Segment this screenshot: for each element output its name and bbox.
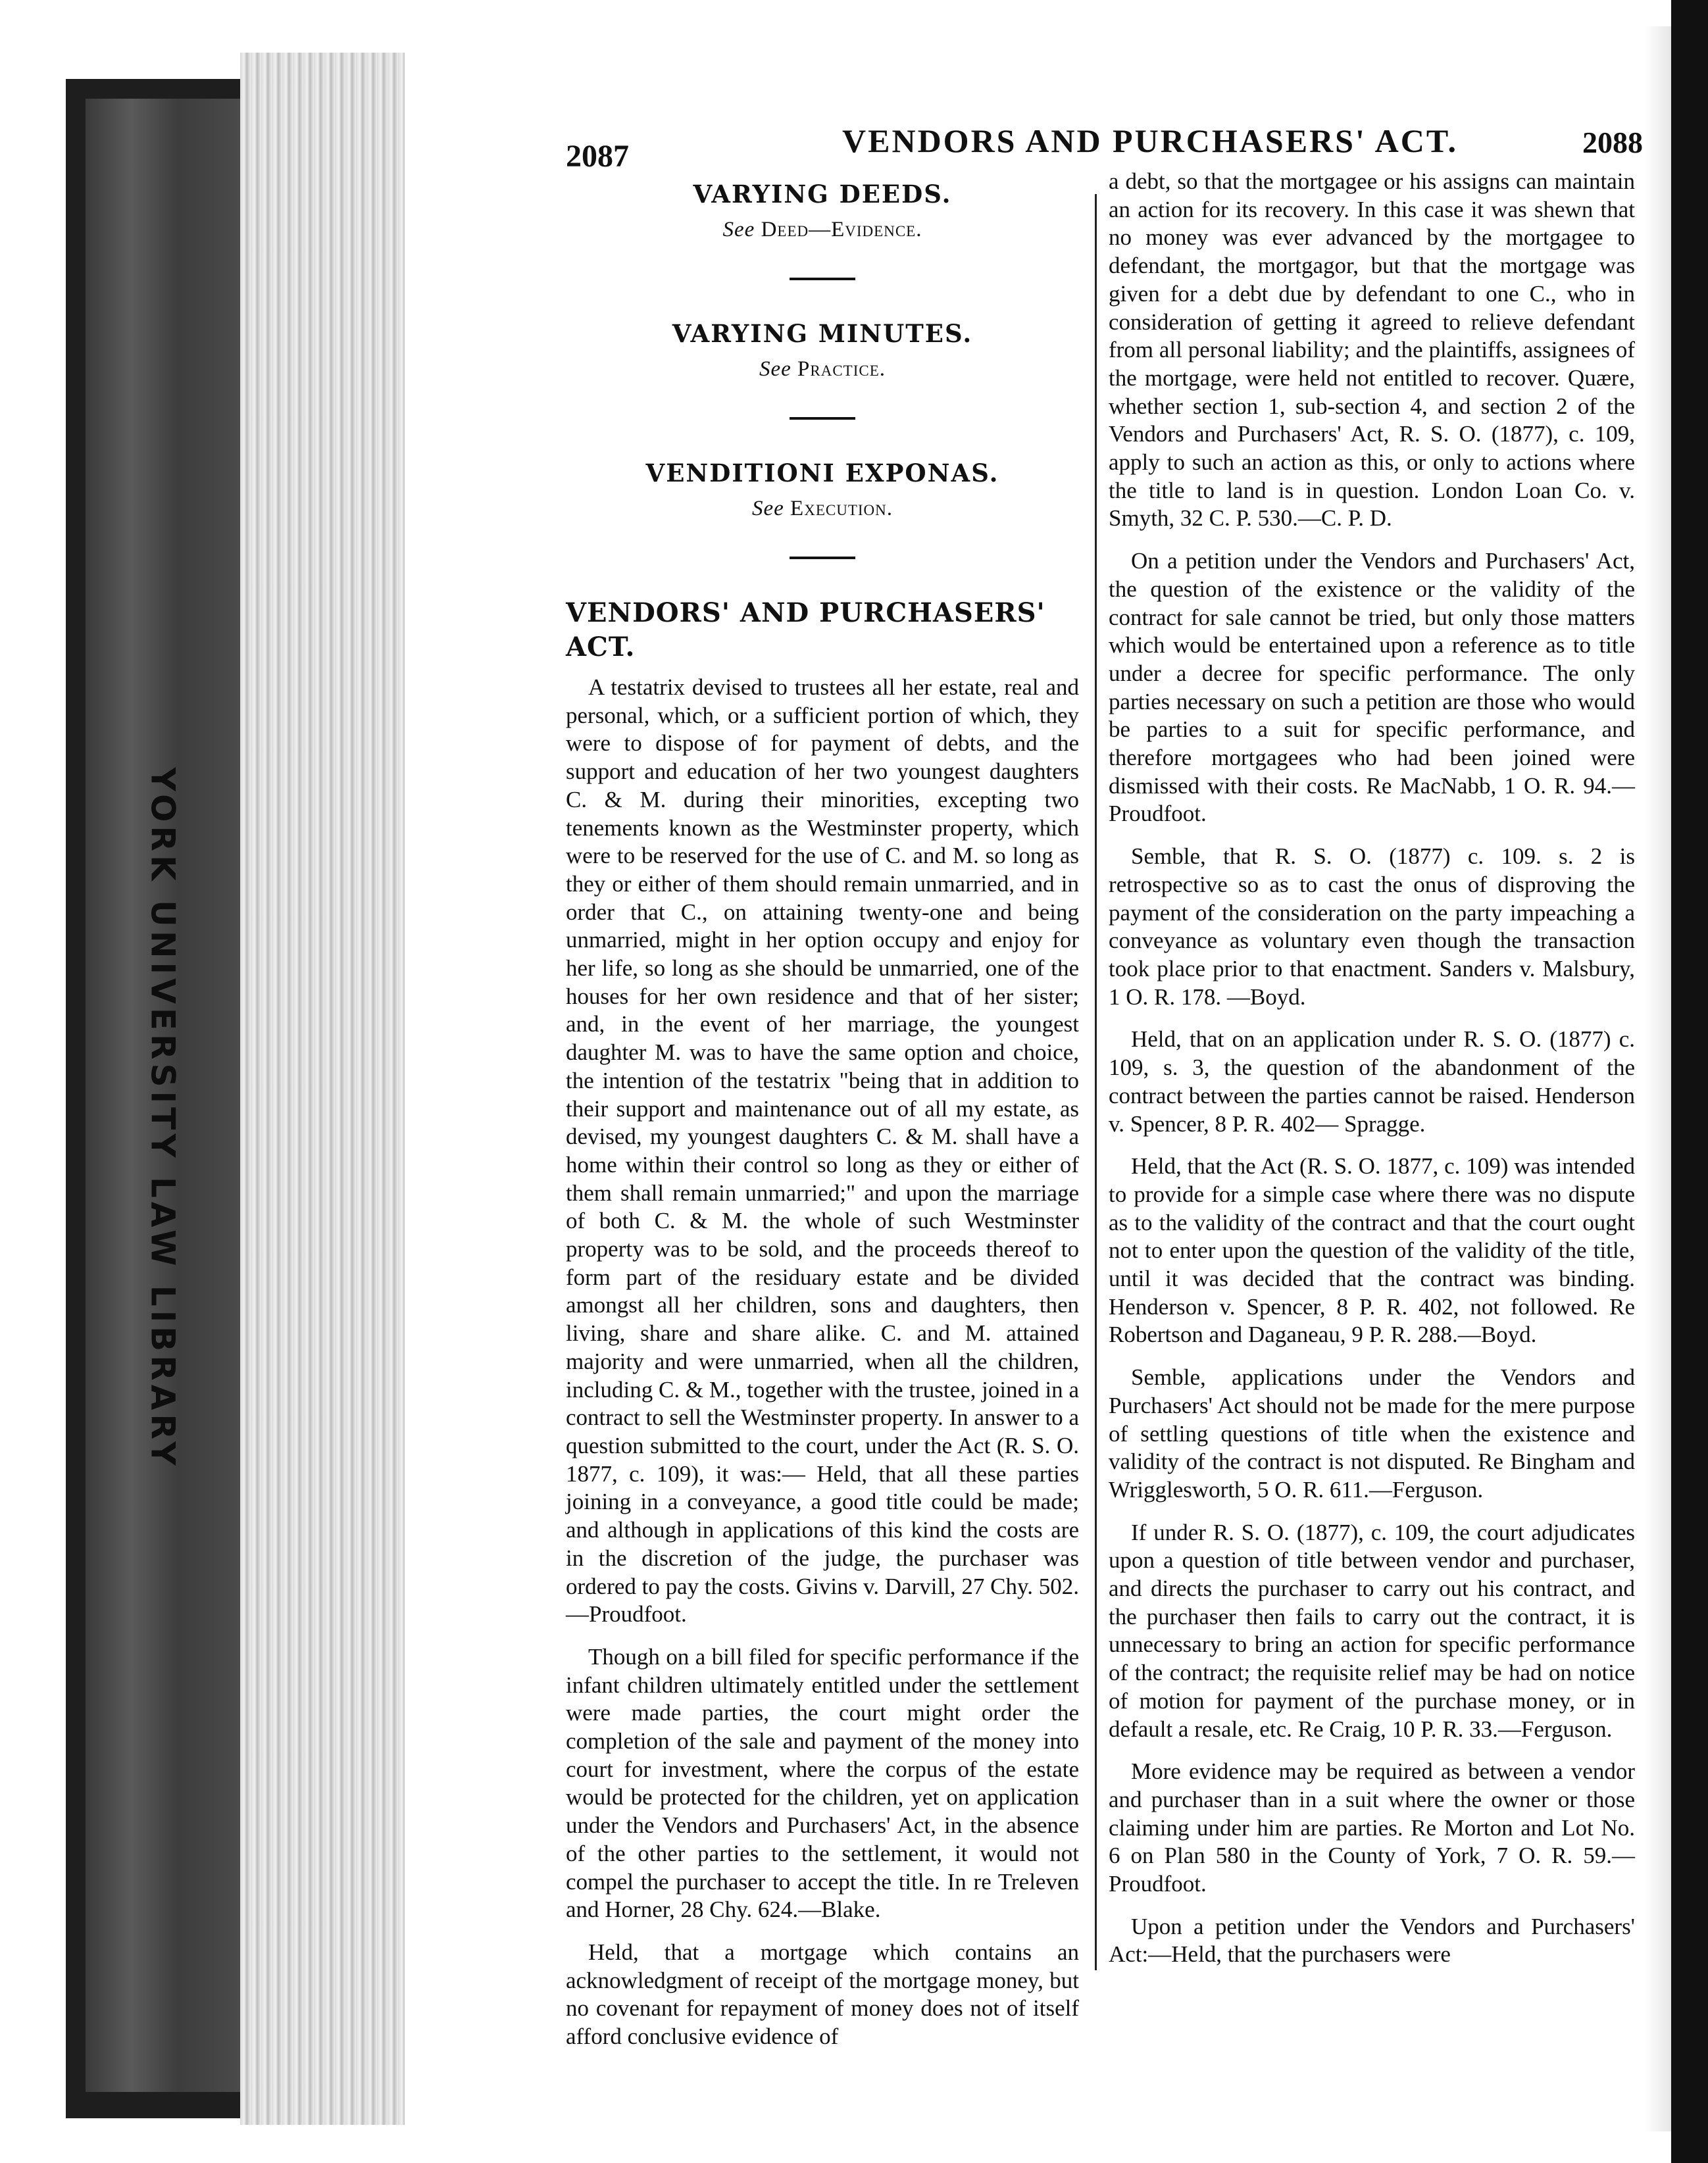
section-rule [790,278,855,280]
paragraph: Though on a bill filed for specific performance if the infant children ultimately entitled under the settlement were made parties, the court might order the completion of the sale and payment of the money into court for investment, where the corpus of the estate would be protected for the children, yet on application under the Vendors and Purchasers' Act, in the absence of the other parties to the settlement, it would not compel the purchaser to accept the title. In re Treleven and Horner, 28 Chy. 624.—Blake. [566,1643,1079,1923]
paragraph: Held, that on an application under R. S. O. (1877) c. 109, s. 3, the question of the abandonment of the contract between the parties cannot be raised. Henderson v. Spencer, 8 P. R. 402— Spragge. [1109,1026,1635,1137]
spine-label-text: YORK UNIVERSITY LAW LIBRARY [143,767,182,1470]
paragraph: a debt, so that the mortgagee or his assigns can maintain an action for its recovery. In this case it was shewn that no money was ever advanced by the mortgagee to defendant, the mortgagor, but that the mortgage was given for a debt due by defendant to one C., who in consideration of getting it agreed to relieve defendant from all personal liability; and the plaintiffs, assignees of the mortgage, were held not entitled to recover. Quære, whether section 1, sub-section 4, and section 2 of the Vendors and Purchasers' Act, R. S. O. (1877), c. 109, apply to such an action as this, or only to actions where the title to land is in question. London Loan Co. v. Smyth, 32 C. P. 530.—C. P. D. [1109,168,1635,532]
section-rule [790,417,855,420]
page-edges [240,53,405,2125]
left-column [566,178,1079,2066]
paragraph: A testatrix devised to trustees all her estate, real and personal, which, or a sufficient portion of which, they were to dispose of for payment of debts, and the support and education of her two youngest daughters C. & M. during their minorities, excepting two tenements known as the Westminster property, which were to be reserved for the use of C. and M. so long as they or either of them should remain unmarried, and in order that C., on attaining twenty-one and being unmarried, might in her option occupy and enjoy for her life, so long as she should be unmarried, one of the houses for her own residence and that of her sister; and, in the event of her marriage, the youngest daughter M. was to have the same option and choice, the intention of the testatrix "being that in addition to their support and maintenance out of all my estate, as devised, my youngest daughters C. & M. shall have a home within their control so long as they or either of them shall remain unmarried;" and upon the marriage of both C. & M. the whole of such Westminster property was to be sold, and the proceeds thereof to form part of the residuary estate and be divided amongst all her children, sons and daughters, then living, share and share alike. C. and M. attained majority and were unmarried, when all the children, including C. & M., together with the trustee, joined in a contract to sell the Westminster property. In answer to a question submitted to the court, under the Act (R. S. O. 1877, c. 109), it was:— Held, that all these parties joining in a conveyance, a good title could be made; and although in applications of this kind the costs are in the discretion of the judge, the purchaser was ordered to pay the costs. Givins v. Darvill, 27 Chy. 502.—Proudfoot. [566,674,1079,1628]
section-varying-deeds [566,178,1079,243]
see-reference: See Deed—Evidence. [722,218,922,241]
page-number-right: 2088 [1582,126,1643,159]
paragraph: Upon a petition under the Vendors and Purchasers' Act:—Held, that the purchasers were [1109,1913,1635,1968]
paragraph: Semble, applications under the Vendors and Purchasers' Act should not be made for the mere purpose of settling questions of title when the existence and validity of the contract is not disputed. Re Bingham and Wrigglesworth, 5 O. R. 611.—Ferguson. [1109,1364,1635,1503]
page-header [408,112,1645,174]
section-varying-minutes [566,317,1079,383]
section-heading: VENDITIONI EXPONAS. [645,459,999,487]
paragraph: If under R. S. O. (1877), c. 109, the court adjudicates upon a question of title between vendor and purchaser, and directs the purchaser to carry out his contract, and the purchaser then fails to carry out the contract, it is unnecessary to bring an action for specific performance of the contract; the requisite relief may be had on notice of motion for payment of the purchase money, or in default a resale, etc. Re Craig, 10 P. R. 33.—Ferguson. [1109,1519,1635,1742]
page-number-left: 2087 [566,139,629,174]
spine-label [105,767,220,1470]
column-divider [1095,194,1097,1970]
page [408,26,1645,2131]
main-section-heading: VENDORS' AND PURCHASERS' ACT. [566,597,1045,662]
paragraph: Held, that a mortgage which contains an acknowledgment of receipt of the mortgage money, but no covenant for repayment of money does not of itself afford conclusive evidence of [566,1939,1079,2050]
paragraph: More evidence may be required as between a vendor and purchaser than in a suit where the owner or those claiming under him are parties. Re Morton and Lot No. 6 on Plan 580 in the County of York, 7 O. R. 59.—Proudfoot. [1109,1758,1635,1897]
right-column [1109,168,1635,1983]
section-venditioni-exponas [566,457,1079,522]
see-reference: See Execution. [752,497,893,520]
see-reference: See Practice. [759,357,886,381]
section-heading: VARYING MINUTES. [672,319,973,348]
right-page-edge [1645,26,1671,2131]
paragraph: Semble, that R. S. O. (1877) c. 109. s. 2 is retrospective so as to cast the onus of disproving the payment of the consideration on the party impeaching a conveyance as voluntary even though the transaction took place prior to that enactment. Sanders v. Malsbury, 1 O. R. 178. —Boyd. [1109,843,1635,1010]
section-heading: VARYING DEEDS. [693,180,952,209]
section-rule [790,557,855,559]
paragraph: Held, that the Act (R. S. O. 1877, c. 109) was intended to provide for a simple case where there was no dispute as to the validity of the contract and that the court ought not to enter upon the question of the validity of the title, until it was decided that the contract was binding. Henderson v. Spencer, 8 P. R. 402, not followed. Re Robertson and Daganeau, 9 P. R. 288.—Boyd. [1109,1153,1635,1348]
right-border [1671,0,1708,2163]
paragraph: On a petition under the Vendors and Purchasers' Act, the question of the existence or the validity of the contract for sale cannot be tried, but only those matters which would be entertained upon a reference as to title under a decree for specific performance. The only parties necessary on such a petition are those who would be parties to a suit for specific performance, and therefore mortgagees who had been joined were dismissed with their costs. Re MacNabb, 1 O. R. 94.—Proudfoot. [1109,548,1635,827]
running-title: VENDORS AND PURCHASERS' ACT. [842,122,1458,159]
